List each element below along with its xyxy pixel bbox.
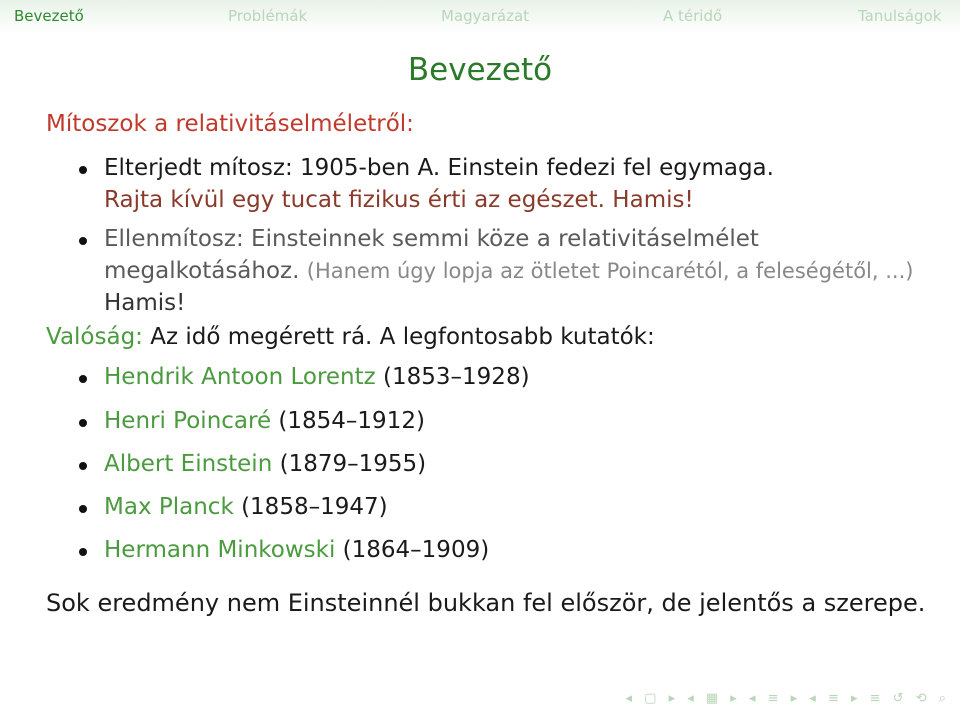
- bullet-icon: [79, 375, 87, 383]
- researcher-years: (1864–1909): [342, 537, 490, 564]
- researcher-name: Max Planck: [104, 493, 234, 520]
- researcher-name: Hermann Minkowski: [104, 537, 336, 564]
- aside-text: (Hanem úgy lopja az ötletet Poincarétól, a feleségétől, ...): [306, 258, 914, 283]
- nav-item-problemak[interactable]: Problémák: [228, 7, 308, 25]
- nav-item-bevezeto[interactable]: Bevezető: [14, 7, 84, 25]
- bullet-icon: [79, 505, 87, 513]
- frame-title: Bevezető: [407, 52, 553, 88]
- reality-label: Valóság:: [46, 324, 143, 351]
- researcher-years: (1853–1928): [383, 364, 530, 391]
- bullet-icon: [79, 462, 87, 470]
- list-item: [46, 534, 926, 566]
- slide-body: [46, 108, 926, 621]
- list-item: [46, 405, 926, 437]
- reality-line: [46, 321, 926, 353]
- nav-item-tanulsagok[interactable]: Tanulságok: [858, 7, 942, 25]
- researcher-years: (1879–1955): [279, 450, 427, 477]
- list-item: Elterjedt mítosz: 1905-ben A. Einstein fedezi fel egymaga. Rajta kívül egy tucat fizikus érti az egészet. Hamis!: [46, 152, 926, 216]
- bullet-icon: [79, 548, 87, 556]
- nav-item-teridő[interactable]: A téridő: [663, 7, 723, 25]
- bullet-icon: [79, 237, 87, 245]
- researcher-name: Albert Einstein: [104, 450, 273, 477]
- beamer-navigation-symbols[interactable]: ◂ ▢ ▸ ◂ ▦ ▸ ◂ ≡ ▸ ◂ ≡ ▸ ≡ ↺ ⟲ ⌕: [625, 691, 950, 706]
- researcher-name: Henri Poincaré: [104, 407, 272, 434]
- bullet-icon: [79, 419, 87, 427]
- list-item: [46, 448, 926, 480]
- list-item: [46, 361, 926, 393]
- bullet-icon: [79, 166, 87, 174]
- myths-list: [46, 152, 926, 319]
- reality-text: Az idő megérett rá. A legfontosabb kutatók:: [150, 324, 655, 351]
- verdict-text: Hamis!: [104, 289, 186, 316]
- myths-heading: Mítoszok a relativitáselméletről:: [46, 111, 414, 137]
- nav-item-magyarazat[interactable]: Magyarázat: [441, 7, 530, 25]
- list-item: Ellenmítosz: Einsteinnek semmi köze a relativitáselmélet megalkotásához. (Hanem úgy lopja az ötletet Poincarétól, a feleségétől, ...) Hamis!: [46, 223, 926, 320]
- researcher-years: (1854–1912): [278, 407, 425, 434]
- list-item: [46, 491, 926, 523]
- researcher-name: Hendrik Antoon Lorentz: [104, 364, 376, 391]
- researcher-years: (1858–1947): [241, 493, 388, 520]
- conclusion-text: Sok eredmény nem Einsteinnél bukkan fel először, de jelentős a szerepe.: [46, 589, 926, 618]
- researchers-list: [46, 361, 926, 566]
- beamer-navbar: [0, 0, 960, 34]
